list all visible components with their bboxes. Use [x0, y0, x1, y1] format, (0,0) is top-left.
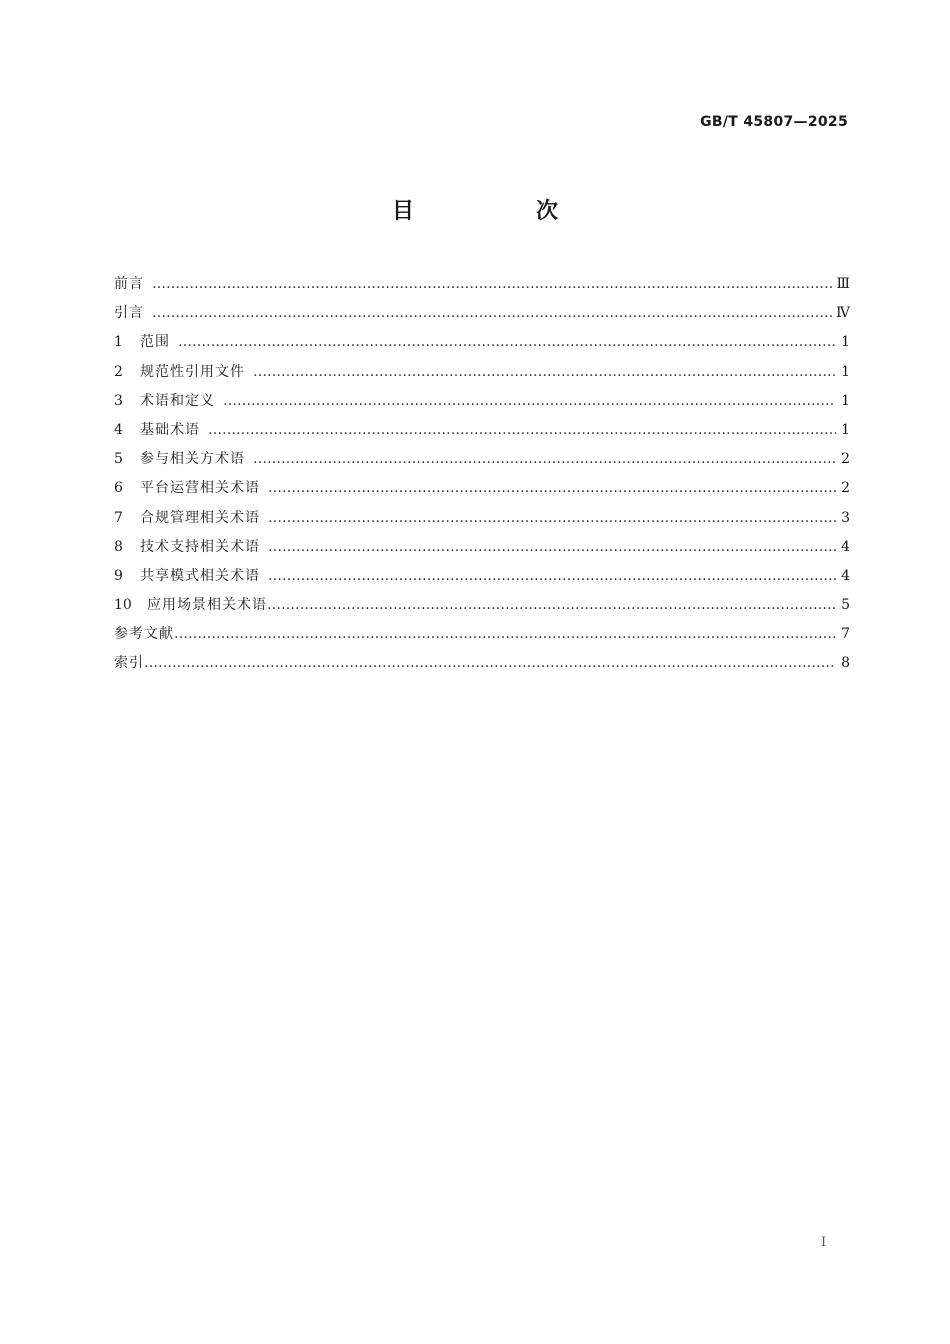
- toc-entry-number: 10: [114, 597, 132, 614]
- toc-entry-label: 参考文献: [114, 626, 174, 643]
- toc-dot-leader: [223, 387, 836, 416]
- toc-entry-number: 9: [114, 567, 123, 584]
- toc-dot-leader: [152, 270, 832, 299]
- toc-entry-index[interactable]: [114, 649, 850, 678]
- toc-dot-leader: [144, 649, 836, 678]
- page-number: I: [821, 1235, 827, 1250]
- toc-entry-page: Ⅲ: [836, 276, 850, 292]
- standard-code: GB/T 45807—2025: [700, 114, 848, 130]
- toc-entry-label: 共享模式相关术语: [140, 567, 260, 584]
- toc-entry-label: 平台运营相关术语: [140, 480, 260, 497]
- toc-entry-page: 4: [841, 538, 850, 555]
- toc-entry-number: 8: [114, 538, 123, 555]
- toc-entry-number: 2: [114, 363, 123, 380]
- toc-entry-label: 基础术语: [140, 421, 200, 438]
- toc-entry-10[interactable]: [114, 591, 850, 620]
- toc-entry-label: 术语和定义: [140, 392, 215, 409]
- toc-dot-leader: [174, 620, 836, 649]
- page-title: 目 次: [391, 199, 608, 224]
- toc-entry-number: 7: [114, 509, 123, 526]
- toc-entry-9[interactable]: [114, 562, 850, 591]
- toc-entry-number: 1: [114, 334, 123, 351]
- toc-entry-label: 前言: [114, 276, 144, 292]
- toc-entry-page: 2: [841, 480, 850, 497]
- toc-dot-leader: [268, 562, 836, 591]
- toc-entry-label: 应用场景相关术语: [147, 597, 267, 614]
- toc-entry-label: 规范性引用文件: [140, 363, 245, 380]
- toc-entry-number: 5: [114, 451, 123, 468]
- toc-dot-leader: [267, 591, 836, 620]
- toc-entry-label: 参与相关方术语: [140, 451, 245, 468]
- toc-dot-leader: [253, 445, 836, 474]
- toc-entry-7[interactable]: [114, 504, 850, 533]
- toc-entry-number: 6: [114, 480, 123, 497]
- toc-entry-label: 合规管理相关术语: [140, 509, 260, 526]
- toc-entry-1[interactable]: [114, 328, 850, 357]
- toc-entry-introduction[interactable]: [114, 299, 850, 328]
- toc-dot-leader: [253, 358, 836, 387]
- toc-dot-leader: [208, 416, 836, 445]
- toc-entry-2[interactable]: [114, 358, 850, 387]
- toc-entry-page: 1: [841, 334, 850, 351]
- toc-entry-page: 1: [841, 421, 850, 438]
- toc-entry-page: 3: [841, 509, 850, 526]
- toc-entry-foreword[interactable]: [114, 270, 850, 299]
- toc-entry-page: 4: [841, 567, 850, 584]
- toc-entry-page: 2: [841, 451, 850, 468]
- toc-entry-page: 1: [841, 363, 850, 380]
- toc-entry-number: 3: [114, 392, 123, 409]
- toc-dot-leader: [268, 504, 836, 533]
- toc-entry-page: 5: [841, 597, 850, 614]
- table-of-contents: [114, 270, 850, 679]
- toc-entry-bibliography[interactable]: [114, 620, 850, 649]
- toc-dot-leader: [268, 533, 836, 562]
- toc-entry-page: 8: [841, 655, 850, 672]
- toc-entry-label: 引言: [114, 305, 144, 322]
- toc-entry-5[interactable]: [114, 445, 850, 474]
- toc-entry-4[interactable]: [114, 416, 850, 445]
- toc-entry-page: 1: [841, 392, 850, 409]
- toc-dot-leader: [178, 328, 836, 357]
- toc-entry-label: 索引: [114, 655, 144, 672]
- toc-entry-label: 技术支持相关术语: [140, 538, 260, 555]
- toc-entry-3[interactable]: [114, 387, 850, 416]
- toc-entry-8[interactable]: [114, 533, 850, 562]
- toc-entry-number: 4: [114, 421, 123, 438]
- toc-entry-page: 7: [841, 626, 850, 643]
- toc-entry-page: Ⅳ: [836, 305, 850, 322]
- toc-entry-6[interactable]: [114, 474, 850, 503]
- toc-dot-leader: [152, 299, 832, 328]
- toc-entry-label: 范围: [140, 334, 170, 351]
- toc-dot-leader: [268, 474, 836, 503]
